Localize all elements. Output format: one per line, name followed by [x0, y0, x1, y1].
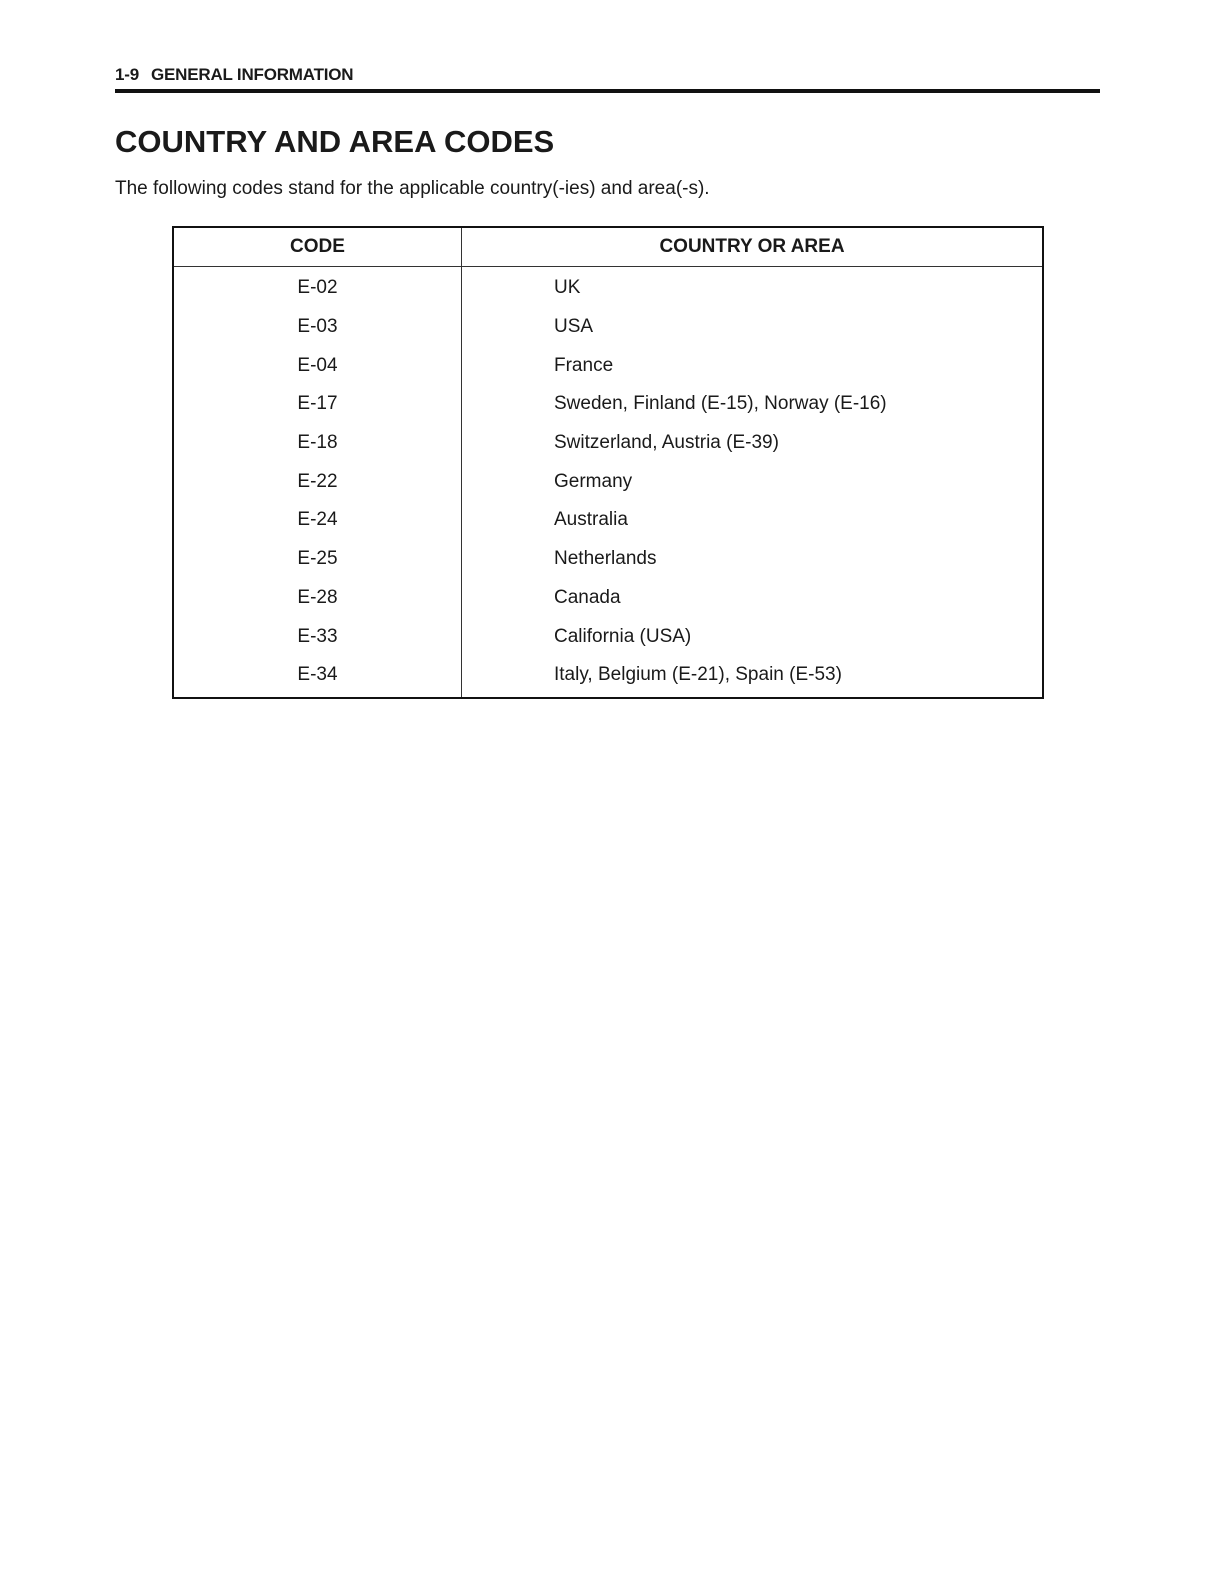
code-cell: E-34	[173, 656, 462, 698]
code-cell: E-03	[173, 308, 462, 347]
country-cell: USA	[554, 316, 594, 338]
code-cell: E-28	[173, 579, 462, 618]
country-cell: Australia	[554, 509, 628, 531]
code-cell: E-33	[173, 617, 462, 656]
table-row	[173, 617, 1043, 656]
table-row	[173, 579, 1043, 618]
running-header	[115, 64, 1100, 86]
table-row	[173, 462, 1043, 501]
table-row	[173, 385, 1043, 424]
table-header-row	[173, 227, 1043, 267]
page-title: COUNTRY AND AREA CODES	[115, 124, 555, 159]
country-cell: Sweden, Finland (E-15), Norway (E-16)	[554, 393, 887, 415]
country-cell: Italy, Belgium (E-21), Spain (E-53)	[554, 664, 842, 686]
code-cell: E-02	[173, 267, 462, 308]
country-cell: California (USA)	[554, 625, 692, 647]
country-cell: France	[554, 354, 614, 376]
country-cell: UK	[554, 277, 581, 299]
column-header-country: COUNTRY OR AREA	[462, 227, 1044, 267]
intro-text: The following codes stand for the applicable country(-ies) and area(-s).	[115, 178, 710, 199]
country-codes-table	[172, 226, 1044, 699]
table-row	[173, 424, 1043, 463]
country-cell: Canada	[554, 586, 621, 608]
header-rule	[115, 89, 1100, 93]
table-row	[173, 656, 1043, 698]
code-cell: E-22	[173, 462, 462, 501]
section-title: GENERAL INFORMATION	[150, 65, 354, 84]
table-body	[173, 267, 1043, 698]
code-cell: E-04	[173, 346, 462, 385]
column-header-code: CODE	[173, 227, 462, 267]
table-row	[173, 346, 1043, 385]
country-cell: Germany	[554, 470, 633, 492]
table-row	[173, 308, 1043, 347]
table-row	[173, 501, 1043, 540]
code-cell: E-24	[173, 501, 462, 540]
code-cell: E-17	[173, 385, 462, 424]
country-cell: Switzerland, Austria (E-39)	[554, 432, 779, 454]
code-cell: E-18	[173, 424, 462, 463]
table-row	[173, 267, 1043, 308]
table-row	[173, 540, 1043, 579]
country-cell: Netherlands	[554, 548, 657, 570]
page-number: 1-9	[115, 65, 139, 84]
code-cell: E-25	[173, 540, 462, 579]
